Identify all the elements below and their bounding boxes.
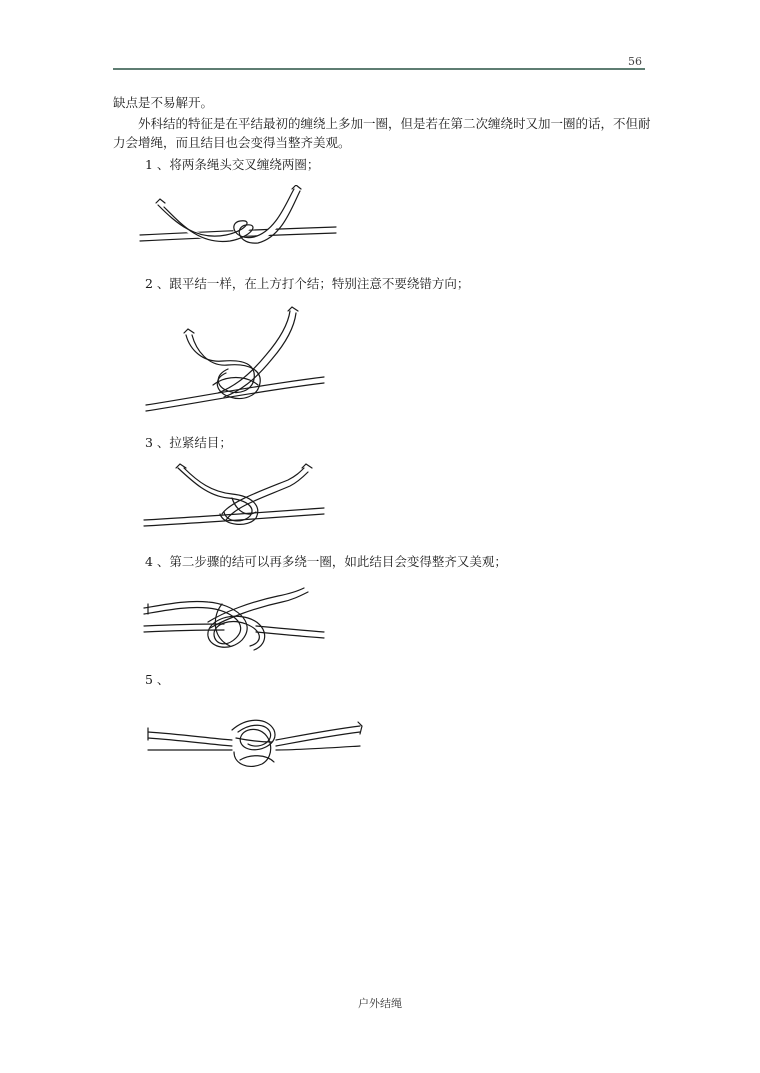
footer-book-title: 户外结绳 [358, 997, 402, 1010]
step-1-label: 1 、将两条绳头交叉缠绕两圈； [145, 157, 320, 172]
step-4-label: 4 、第二步骤的结可以再多绕一圈，如此结目会变得整齐又美观； [145, 554, 507, 569]
paragraph-continuation: 缺点是不易解开。 [113, 95, 214, 110]
step-3-label: 3 、拉紧结目； [145, 435, 232, 450]
step-5-illustration [138, 708, 368, 778]
step-2-label: 2 、跟平结一样，在上方打个结；特别注意不要绕错方向； [145, 276, 470, 291]
paragraph-surgeon-knot: 外科结的特征是在平结最初的缠绕上多加一圈，但是若在第二次缠绕时又加一圈的话，不但耐力会增绳，而且结目也会变得当整齐美观。 [113, 116, 651, 150]
step-4-illustration [138, 582, 328, 662]
step-2-illustration [138, 305, 328, 415]
header-rule [113, 68, 645, 70]
page-number: 56 [628, 55, 642, 68]
step-5-label: 5 、 [145, 672, 170, 687]
step-3-illustration [138, 462, 328, 532]
step-1-illustration [138, 185, 338, 255]
